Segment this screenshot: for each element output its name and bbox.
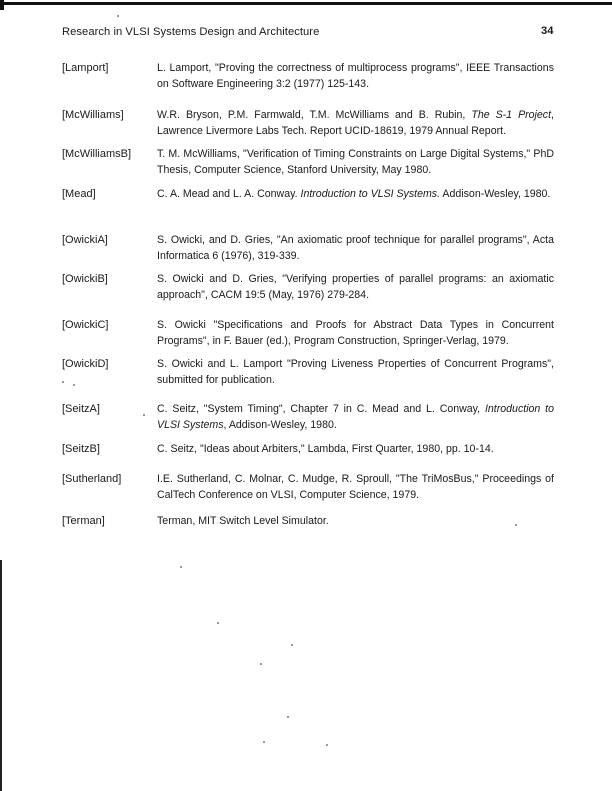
scan-speck xyxy=(263,741,265,743)
citation-title-italic: The S-1 Project xyxy=(471,109,552,121)
reference-citation xyxy=(157,233,554,264)
reference-key: [OwickiB] xyxy=(62,273,108,285)
citation-text: S. Owicki and D. Gries, "Verifying properties of parallel programs: an axiomatic approach", CACM 19:5 (May, 1976) 279-284. xyxy=(157,273,554,301)
citation-text: C. Seitz, "Ideas about Arbiters," Lambda, First Quarter, 1980, pp. 10-14. xyxy=(157,443,494,455)
reference-key: [Terman] xyxy=(62,515,105,527)
scan-speck xyxy=(73,384,75,386)
top-rule xyxy=(0,0,612,8)
citation-text: , Lawrence Livermore Labs Tech. Report UCID-18619, 1979 Annual Report. xyxy=(157,109,554,137)
citation-text: I.E. Sutherland, C. Molnar, C. Mudge, R. Sproull, "The TriMosBus," Proceedings of CalTech Conference on VLSI, Computer Science, 1979. xyxy=(157,473,554,501)
citation-text: Addison-Wesley, 1980. xyxy=(440,188,551,200)
citation-text: T. M. McWilliams, "Verification of Timing Constraints on Large Digital Systems," PhD Thesis, Computer Science, Stanford University, May 1980. xyxy=(157,148,554,176)
page-number: 34 xyxy=(541,25,554,37)
citation-text: C. Seitz, "System Timing", Chapter 7 in C. Mead and L. Conway, xyxy=(157,403,485,415)
scan-speck xyxy=(62,381,64,383)
citation-text: S. Owicki and L. Lamport "Proving Liveness Properties of Concurrent Programs", submitted for publication. xyxy=(157,358,554,386)
citation-title-italic: Introduction to VLSI Systems. xyxy=(300,188,441,200)
reference-key: [Sutherland] xyxy=(62,473,122,485)
scan-edge xyxy=(0,560,2,791)
citation-text: , Addison-Wesley, 1980. xyxy=(223,418,337,431)
reference-citation xyxy=(157,357,554,388)
reference-citation xyxy=(157,61,554,92)
reference-key: [OwickiD] xyxy=(62,358,109,370)
reference-citation xyxy=(157,108,554,139)
citation-text: C. A. Mead and L. A. Conway. xyxy=(157,188,301,200)
reference-key: [OwickiC] xyxy=(62,319,109,331)
reference-key: [SeitzA] xyxy=(62,403,100,415)
scan-speck xyxy=(217,622,219,624)
reference-key: [Lamport] xyxy=(62,62,109,74)
scan-speck xyxy=(287,716,289,718)
reference-citation xyxy=(157,402,554,433)
scan-speck xyxy=(260,663,262,665)
running-header: Research in VLSI Systems Design and Architecture xyxy=(62,26,320,38)
reference-citation xyxy=(157,472,554,503)
citation-text: S. Owicki, and D. Gries, "An axiomatic proof technique for parallel programs", Acta Informatica 6 (1976), 319-339. xyxy=(157,234,554,262)
scan-speck xyxy=(326,744,328,746)
reference-citation xyxy=(157,514,554,530)
citation-text: W.R. Bryson, P.M. Farmwald, T.M. McWilliams and B. Rubin, xyxy=(157,109,472,121)
citation-text: L. Lamport, "Proving the correctness of multiprocess programs", IEEE Transactions on Software Engineering 3:2 (1977) 125-143. xyxy=(157,62,554,90)
reference-citation xyxy=(157,442,554,458)
citation-title-italic: Introduction to VLSI Systems xyxy=(157,403,554,431)
top-rule-bar xyxy=(0,2,612,5)
scan-speck xyxy=(143,414,145,416)
reference-citation xyxy=(157,272,554,303)
reference-citation xyxy=(157,318,554,349)
scan-speck xyxy=(117,15,119,17)
reference-citation xyxy=(157,147,554,178)
reference-key: [McWilliams] xyxy=(62,109,124,121)
reference-citation xyxy=(157,187,554,203)
citation-text: Terman, MIT Switch Level Simulator. xyxy=(157,515,329,527)
scan-speck xyxy=(291,644,293,646)
reference-key: [SeitzB] xyxy=(62,443,100,455)
scan-speck xyxy=(180,566,182,568)
reference-key: [OwickiA] xyxy=(62,234,108,246)
reference-key: [McWilliamsB] xyxy=(62,148,132,160)
citation-text: S. Owicki "Specifications and Proofs for Abstract Data Types in Concurrent Programs", in F. Bauer (ed.), Program Construction, Springer-Verlag, 1979. xyxy=(157,319,554,347)
scan-speck xyxy=(515,524,517,526)
reference-key: [Mead] xyxy=(62,188,96,200)
